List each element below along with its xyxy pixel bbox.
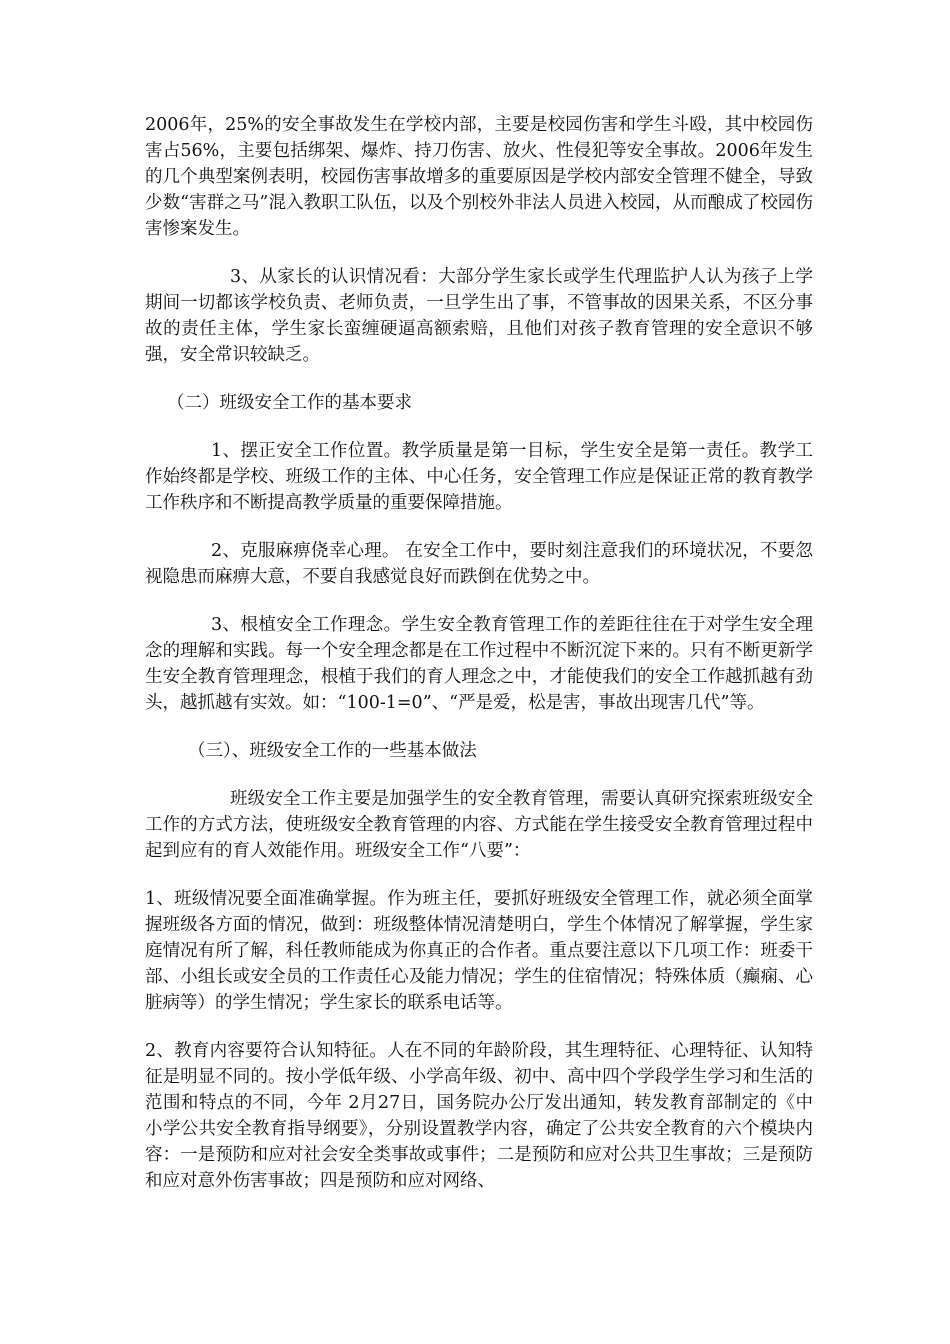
paragraph-campus-injury: 2006年，25%的安全事故发生在学校内部，主要是校园伤害和学生斗殴，其中校园伤害占56%，主要包括绑架、爆炸、持刀伤害、放火、性侵犯等安全事故。2006年发生的几个典型案例表明，校园伤害事故增多的重要原因是学校内部安全管理不健全，导致少数“害群之马”混入教职工队伍，以及个别校外非法人员进入校园，从而酿成了校园伤害惨案发生。: [145, 115, 813, 239]
paragraph-safety-concept: 3、根植安全工作理念。学生安全教育管理工作的差距往往在于对学生安全理念的理解和实践。每一个安全理念都是在工作过程中不断沉淀下来的。只有不断更新学生安全教育管理理念，根植于我们的育人理念之中，才能使我们的安全工作越抓越有劲头，越抓越有实效。如：“100-1=0”、“严是爱，松是害，事故出现害几代”等。: [145, 615, 813, 713]
paragraph-class-safety-intro: 班级安全工作主要是加强学生的安全教育管理，需要认真研究探索班级安全工作的方式方法，使班级安全教育管理的内容、方式能在学生接受安全教育管理过程中起到应有的育人效能作用。班级安全工作“八要”：: [145, 789, 813, 861]
section-heading-basic-practices: （三）、班级安全工作的一些基本做法: [188, 741, 477, 761]
paragraph-class-situation: 1、班级情况要全面准确掌握。作为班主任，要抓好班级安全管理工作，就必须全面掌握班级各方面的情况，做到：班级整体情况清楚明白，学生个体情况了解掌握，学生家庭情况有所了解，科任教师能成为你真正的合作者。重点要注意以下几项工作：班委干部、小组长或安全员的工作责任心及能力情况；学生的住宿情况；特殊体质（癫痫、心脏病等）的学生情况；学生家长的联系电话等。: [145, 889, 813, 1013]
section-heading-basic-requirements: （二）班级安全工作的基本要求: [167, 393, 412, 413]
paragraph-education-content: 2、教育内容要符合认知特征。人在不同的年龄阶段，其生理特征、心理特征、认知特征是明显不同的。按小学低年级、小学高年级、初中、高中四个学段学生学习和生活的范围和特点的不同，今年 2月27日，国务院办公厅发出通知，转发教育部制定的《中小学公共安全教育指导纲要》，分别设置教学内容，确定了公共安全教育的六个模块内容：一是预防和应对社会安全类事故或事件；二是预防和应对公共卫生事故；三是预防和应对意外伤害事故；四是预防和应对网络、: [145, 1041, 813, 1191]
paragraph-parents-awareness: 3、从家长的认识情况看：大部分学生家长或学生代理监护人认为孩子上学期间一切都该学校负责、老师负责，一旦学生出了事，不管事故的因果关系，不区分事故的责任主体，学生家长蛮缠硬逼高额索赔，且他们对孩子教育管理的安全意识不够强，安全常识较缺乏。: [145, 267, 813, 365]
paragraph-safety-position: 1、摆正安全工作位置。教学质量是第一目标，学生安全是第一责任。教学工作始终都是学校、班级工作的主体、中心任务，安全管理工作应是保证正常的教育教学工作秩序和不断提高教学质量的重要保障措施。: [145, 441, 813, 513]
document-page: [145, 112, 813, 1216]
paragraph-overcome-complacency: 2、克服麻痹侥幸心理。 在安全工作中，要时刻注意我们的环境状况，不要忽视隐患而麻痹大意，不要自我感觉良好而跌倒在优势之中。: [145, 541, 813, 587]
